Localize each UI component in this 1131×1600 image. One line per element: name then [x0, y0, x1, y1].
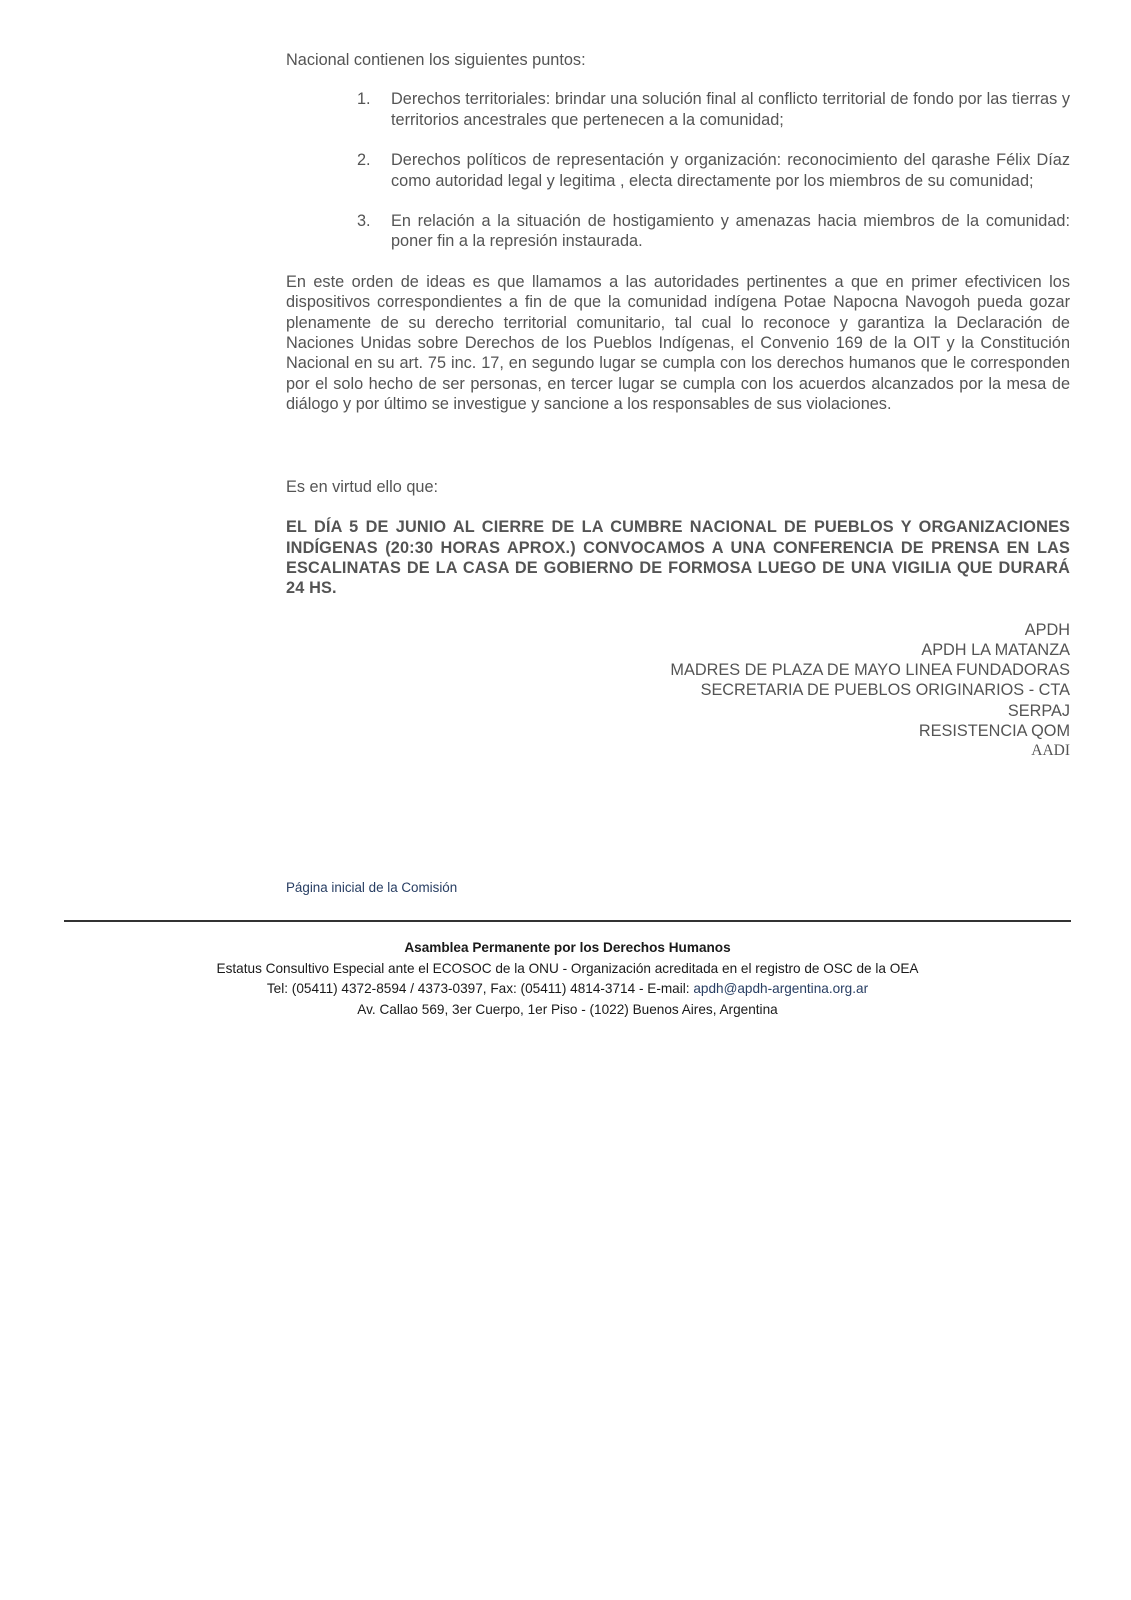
footer [64, 938, 1071, 1020]
points-list [286, 89, 1070, 251]
footer-address: Av. Callao 569, 3er Cuerpo, 1er Piso - (1022) Buenos Aires, Argentina [357, 1001, 778, 1017]
list-item-number: 2. [357, 151, 371, 170]
signatories-block [286, 620, 1070, 761]
signatory: RESISTENCIA QOM [918, 721, 1070, 740]
intro-text: Nacional contienen los siguientes puntos: [286, 51, 586, 69]
signatory: SERPAJ [1007, 701, 1070, 720]
signatory: APDH [1024, 620, 1070, 639]
virtud-text: Es en virtud ello que: [286, 477, 439, 496]
document-body [286, 50, 1070, 761]
list-item-number: 3. [357, 212, 371, 231]
list-item-number: 1. [357, 90, 371, 109]
list-item [286, 89, 1070, 130]
footer-divider [64, 920, 1071, 922]
announcement-text: EL DÍA 5 DE JUNIO AL CIERRE DE LA CUMBRE NACIONAL DE PUEBLOS Y ORGANIZACIONES INDÍGENAS (20:30 HORAS APROX.) CONVOCAMOS A UNA CONFERENCIA DE PRENSA EN LAS ESCALINATAS DE LA CASA DE GOBIERNO DE FORMOSA LUEGO DE UNA VIGILIA QUE DURARÁ 24 HS. [286, 518, 1070, 598]
list-item [286, 211, 1070, 252]
list-item-text: Derechos políticos de representación y organización: reconocimiento del qarashe Félix Díaz como autoridad legal y legitima , electa directamente por los miembros de su comunidad; [391, 151, 1070, 190]
footer-contact [64, 979, 1071, 1000]
signatory: SECRETARIA DE PUEBLOS ORIGINARIOS - CTA [700, 681, 1070, 700]
footer-contact-text: Tel: (05411) 4372-8594 / 4373-0397, Fax: (05411) 4814-3714 - E-mail: [266, 981, 694, 996]
signatory: APDH LA MATANZA [921, 640, 1070, 659]
list-item [286, 150, 1070, 191]
footer-status: Estatus Consultivo Especial ante el ECOSOC de la ONU - Organización acreditada en el registro de OSC de la OEA [216, 960, 919, 976]
signatory: MADRES DE PLAZA DE MAYO LINEA FUNDADORAS [670, 661, 1070, 680]
list-item-text: En relación a la situación de hostigamiento y amenazas hacia miembros de la comunidad: poner fin a la represión instaurada. [391, 212, 1070, 251]
home-link[interactable]: Página inicial de la Comisión [286, 880, 458, 895]
signatory: AADI [1031, 741, 1070, 759]
footer-org-name: Asamblea Permanente por los Derechos Humanos [404, 940, 731, 955]
list-item-text: Derechos territoriales: brindar una solución final al conflicto territorial de fondo por las tierras y territorios ancestrales que pertenecen a la comunidad; [391, 90, 1070, 129]
footer-email-link[interactable]: apdh@apdh-argentina.org.ar [693, 981, 869, 996]
body-paragraph: En este orden de ideas es que llamamos a las autoridades pertinentes a que en primer efectivicen los dispositivos correspondientes a fin de que la comunidad indígena Potae Napocna Navogoh pueda gozar plenamente de su derecho territorial comunitario, tal cual lo reconoce y garantiza la Declaración de Naciones Unidas sobre Derechos de los Pueblos Indígenas, el Convenio 169 de la OIT y la Constitución Nacional en su art. 75 inc. 17, en segundo lugar se cumpla con los derechos humanos que le corresponden por el solo hecho de ser personas, en tercer lugar se cumpla con los acuerdos alcanzados por la mesa de diálogo y por último se investigue y sancione a los responsables de sus violaciones. [286, 272, 1070, 414]
